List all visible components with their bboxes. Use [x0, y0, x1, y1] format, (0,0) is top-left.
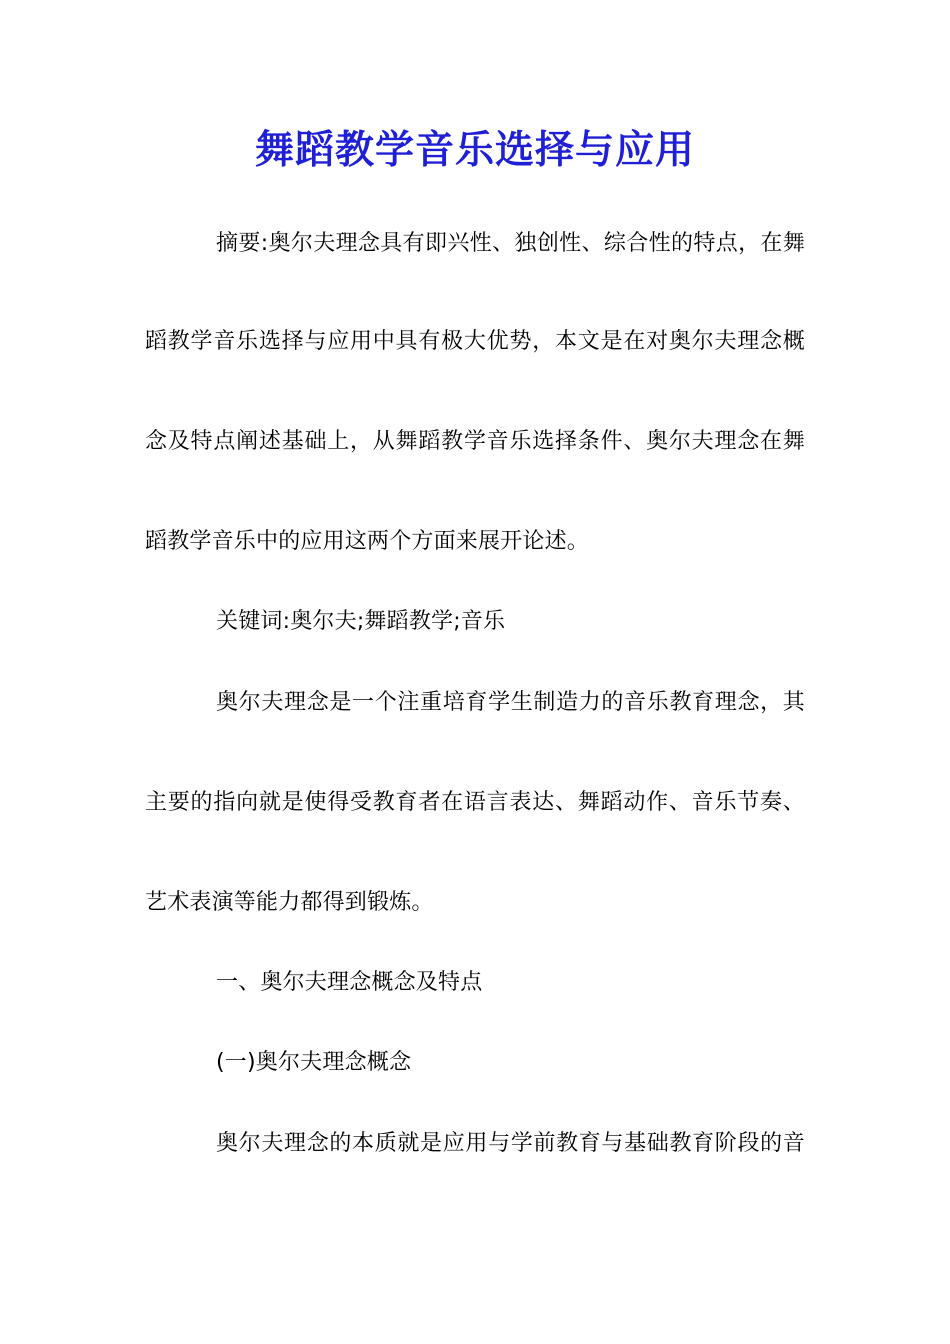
- abstract-line-2: 蹈教学音乐选择与应用中具有极大优势，本文是在对奥尔夫理念概: [145, 329, 805, 354]
- abstract-line-3: 念及特点阐述基础上，从舞蹈教学音乐选择条件、奥尔夫理念在舞: [145, 429, 805, 454]
- keywords-line: 关键词:奥尔夫;舞蹈教学;音乐: [216, 609, 506, 634]
- intro-line-3: 艺术表演等能力都得到锻炼。: [145, 890, 434, 915]
- subsection-heading: (一)奥尔夫理念概念: [216, 1050, 412, 1075]
- section-heading: 一、奥尔夫理念概念及特点: [216, 970, 483, 995]
- abstract-line-4: 蹈教学音乐中的应用这两个方面来展开论述。: [145, 529, 590, 554]
- body-line-1: 奥尔夫理念的本质就是应用与学前教育与基础教育阶段的音: [216, 1131, 805, 1156]
- document-title: 舞蹈教学音乐选择与应用: [254, 127, 695, 173]
- abstract-line-1: 摘要:奥尔夫理念具有即兴性、独创性、综合性的特点，在舞: [216, 231, 805, 256]
- intro-line-2: 主要的指向就是使得受教育者在语言表达、舞蹈动作、音乐节奏、: [145, 790, 805, 815]
- intro-line-1: 奥尔夫理念是一个注重培育学生制造力的音乐教育理念，其: [216, 690, 805, 715]
